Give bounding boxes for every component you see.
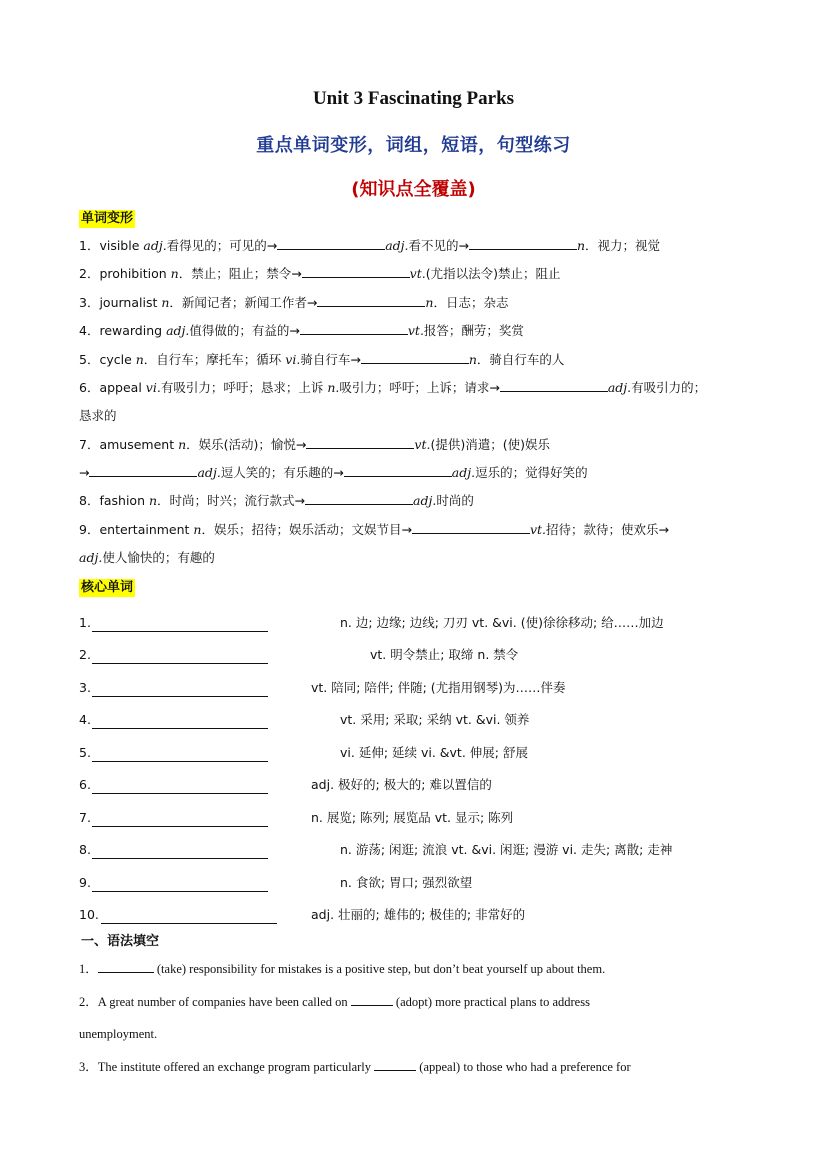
item-number: 9. — [79, 875, 91, 890]
section-grammar: 一、语法填空 — [81, 934, 160, 949]
definition: vt. 采用; 采取; 采纳 vt. &vi. 领养 — [340, 712, 530, 727]
answer-blank[interactable] — [92, 825, 268, 827]
answer-blank[interactable] — [469, 237, 577, 250]
item-number: 4. — [79, 712, 91, 727]
word-form-line-3: 3．journalist n．新闻记者；新闻工作者→ n．日志；杂志 — [79, 295, 509, 310]
page-subtitle: 重点单词变形，词组，短语，句型练习 — [256, 135, 571, 156]
answer-blank[interactable] — [317, 294, 425, 307]
answer-blank[interactable] — [374, 1058, 416, 1071]
grammar-question-2-cont: unemployment. — [79, 1027, 158, 1041]
definition: n. 展览; 陈列; 展览品 vt. 显示; 陈列 — [311, 810, 514, 825]
answer-blank[interactable] — [305, 492, 413, 505]
section-word-forms: 单词变形 — [81, 211, 134, 226]
definition: n. 游荡; 闲逛; 流浪 vt. &vi. 闲逛; 漫游 vi. 走失; 离散; 走神 — [340, 842, 673, 857]
definition: adj. 极好的; 极大的; 难以置信的 — [311, 777, 492, 792]
item-number: 10. — [79, 907, 99, 922]
word-form-line-5: 5．cycle n．自行车；摩托车；循环 vi.骑自行车→ n．骑自行车的人 — [79, 352, 565, 367]
grammar-question-2: 2．A great number of companies have been called on (adopt) more practical plans to address — [79, 995, 590, 1009]
word-form-line-9-cont: adj.使人愉快的；有趣的 — [79, 550, 215, 565]
answer-blank[interactable] — [361, 351, 469, 364]
answer-blank[interactable] — [92, 890, 268, 892]
answer-blank[interactable] — [500, 379, 608, 392]
grammar-question-3: 3．The institute offered an exchange program particularly (appeal) to those who had a preference for — [79, 1060, 631, 1074]
answer-blank[interactable] — [92, 662, 268, 664]
answer-blank[interactable] — [92, 760, 268, 762]
answer-blank[interactable] — [351, 993, 393, 1006]
definition: n. 边; 边缘; 边线; 刀刃 vt. &vi. (使)徐徐移动; 给……加边 — [340, 615, 664, 630]
definition: adj. 壮丽的; 雄伟的; 极佳的; 非常好的 — [311, 907, 526, 922]
definition: vt. 明令禁止; 取缔 n. 禁令 — [370, 647, 519, 662]
answer-blank[interactable] — [344, 464, 452, 477]
answer-blank[interactable] — [302, 265, 410, 278]
word-form-line-6-cont: 恳求的 — [79, 408, 117, 423]
answer-blank[interactable] — [92, 857, 268, 859]
word-form-line-9: 9．entertainment n．娱乐；招待；娱乐活动；文娱节目→ vt.招待；款待；使欢乐→ — [79, 522, 670, 537]
page-title: Unit 3 Fascinating Parks — [312, 88, 515, 109]
answer-blank[interactable] — [92, 727, 268, 729]
item-number: 8. — [79, 842, 91, 857]
definition: vi. 延伸; 延续 vi. &vt. 伸展; 舒展 — [340, 745, 528, 760]
item-number: 1. — [79, 615, 91, 630]
word-form-line-7-cont: → adj.逗人笑的；有乐趣的→ adj.逗乐的；觉得好笑的 — [79, 465, 588, 480]
word-form-line-2: 2．prohibition n．禁止；阻止；禁令→ vt.(尤指以法令)禁止；阻止 — [79, 266, 561, 281]
grammar-question-1: 1． (take) responsibility for mistakes is a positive step, but don’t beat yourself up about them. — [79, 962, 606, 976]
definition: vt. 陪同; 陪伴; 伴随; (尤指用钢琴)为……伴奏 — [311, 680, 566, 695]
answer-blank[interactable] — [412, 521, 530, 534]
definition: n. 食欲; 胃口; 强烈欲望 — [340, 875, 473, 890]
item-number: 6. — [79, 777, 91, 792]
section-core-words: 核心单词 — [81, 580, 134, 595]
item-number: 2. — [79, 647, 91, 662]
coverage-note: (知识点全覆盖) — [351, 179, 476, 200]
item-number: 7. — [79, 810, 91, 825]
word-form-line-8: 8．fashion n．时尚；时兴；流行款式→ adj.时尚的 — [79, 493, 474, 508]
word-form-line-6: 6．appeal vi.有吸引力；呼吁；恳求；上诉 n.吸引力；呼吁；上诉；请求→ adj.有吸引力的； — [79, 380, 707, 395]
word-form-line-4: 4．rewarding adj.值得做的；有益的→ vt.报答；酬劳；奖赏 — [79, 323, 524, 338]
answer-blank[interactable] — [101, 922, 277, 924]
item-number: 3. — [79, 680, 91, 695]
answer-blank[interactable] — [89, 464, 197, 477]
answer-blank[interactable] — [98, 960, 154, 973]
answer-blank[interactable] — [300, 322, 408, 335]
item-number: 5. — [79, 745, 91, 760]
word-form-line-7: 7．amusement n．娱乐(活动)；愉悦→ vt.(提供)消遣；(使)娱乐 — [79, 437, 550, 452]
answer-blank[interactable] — [306, 436, 414, 449]
answer-blank[interactable] — [92, 792, 268, 794]
answer-blank[interactable] — [277, 237, 385, 250]
word-form-line-1: 1．visible adj.看得见的；可见的→ adj.看不见的→ n．视力；视觉 — [79, 238, 661, 253]
answer-blank[interactable] — [92, 695, 268, 697]
answer-blank[interactable] — [92, 630, 268, 632]
